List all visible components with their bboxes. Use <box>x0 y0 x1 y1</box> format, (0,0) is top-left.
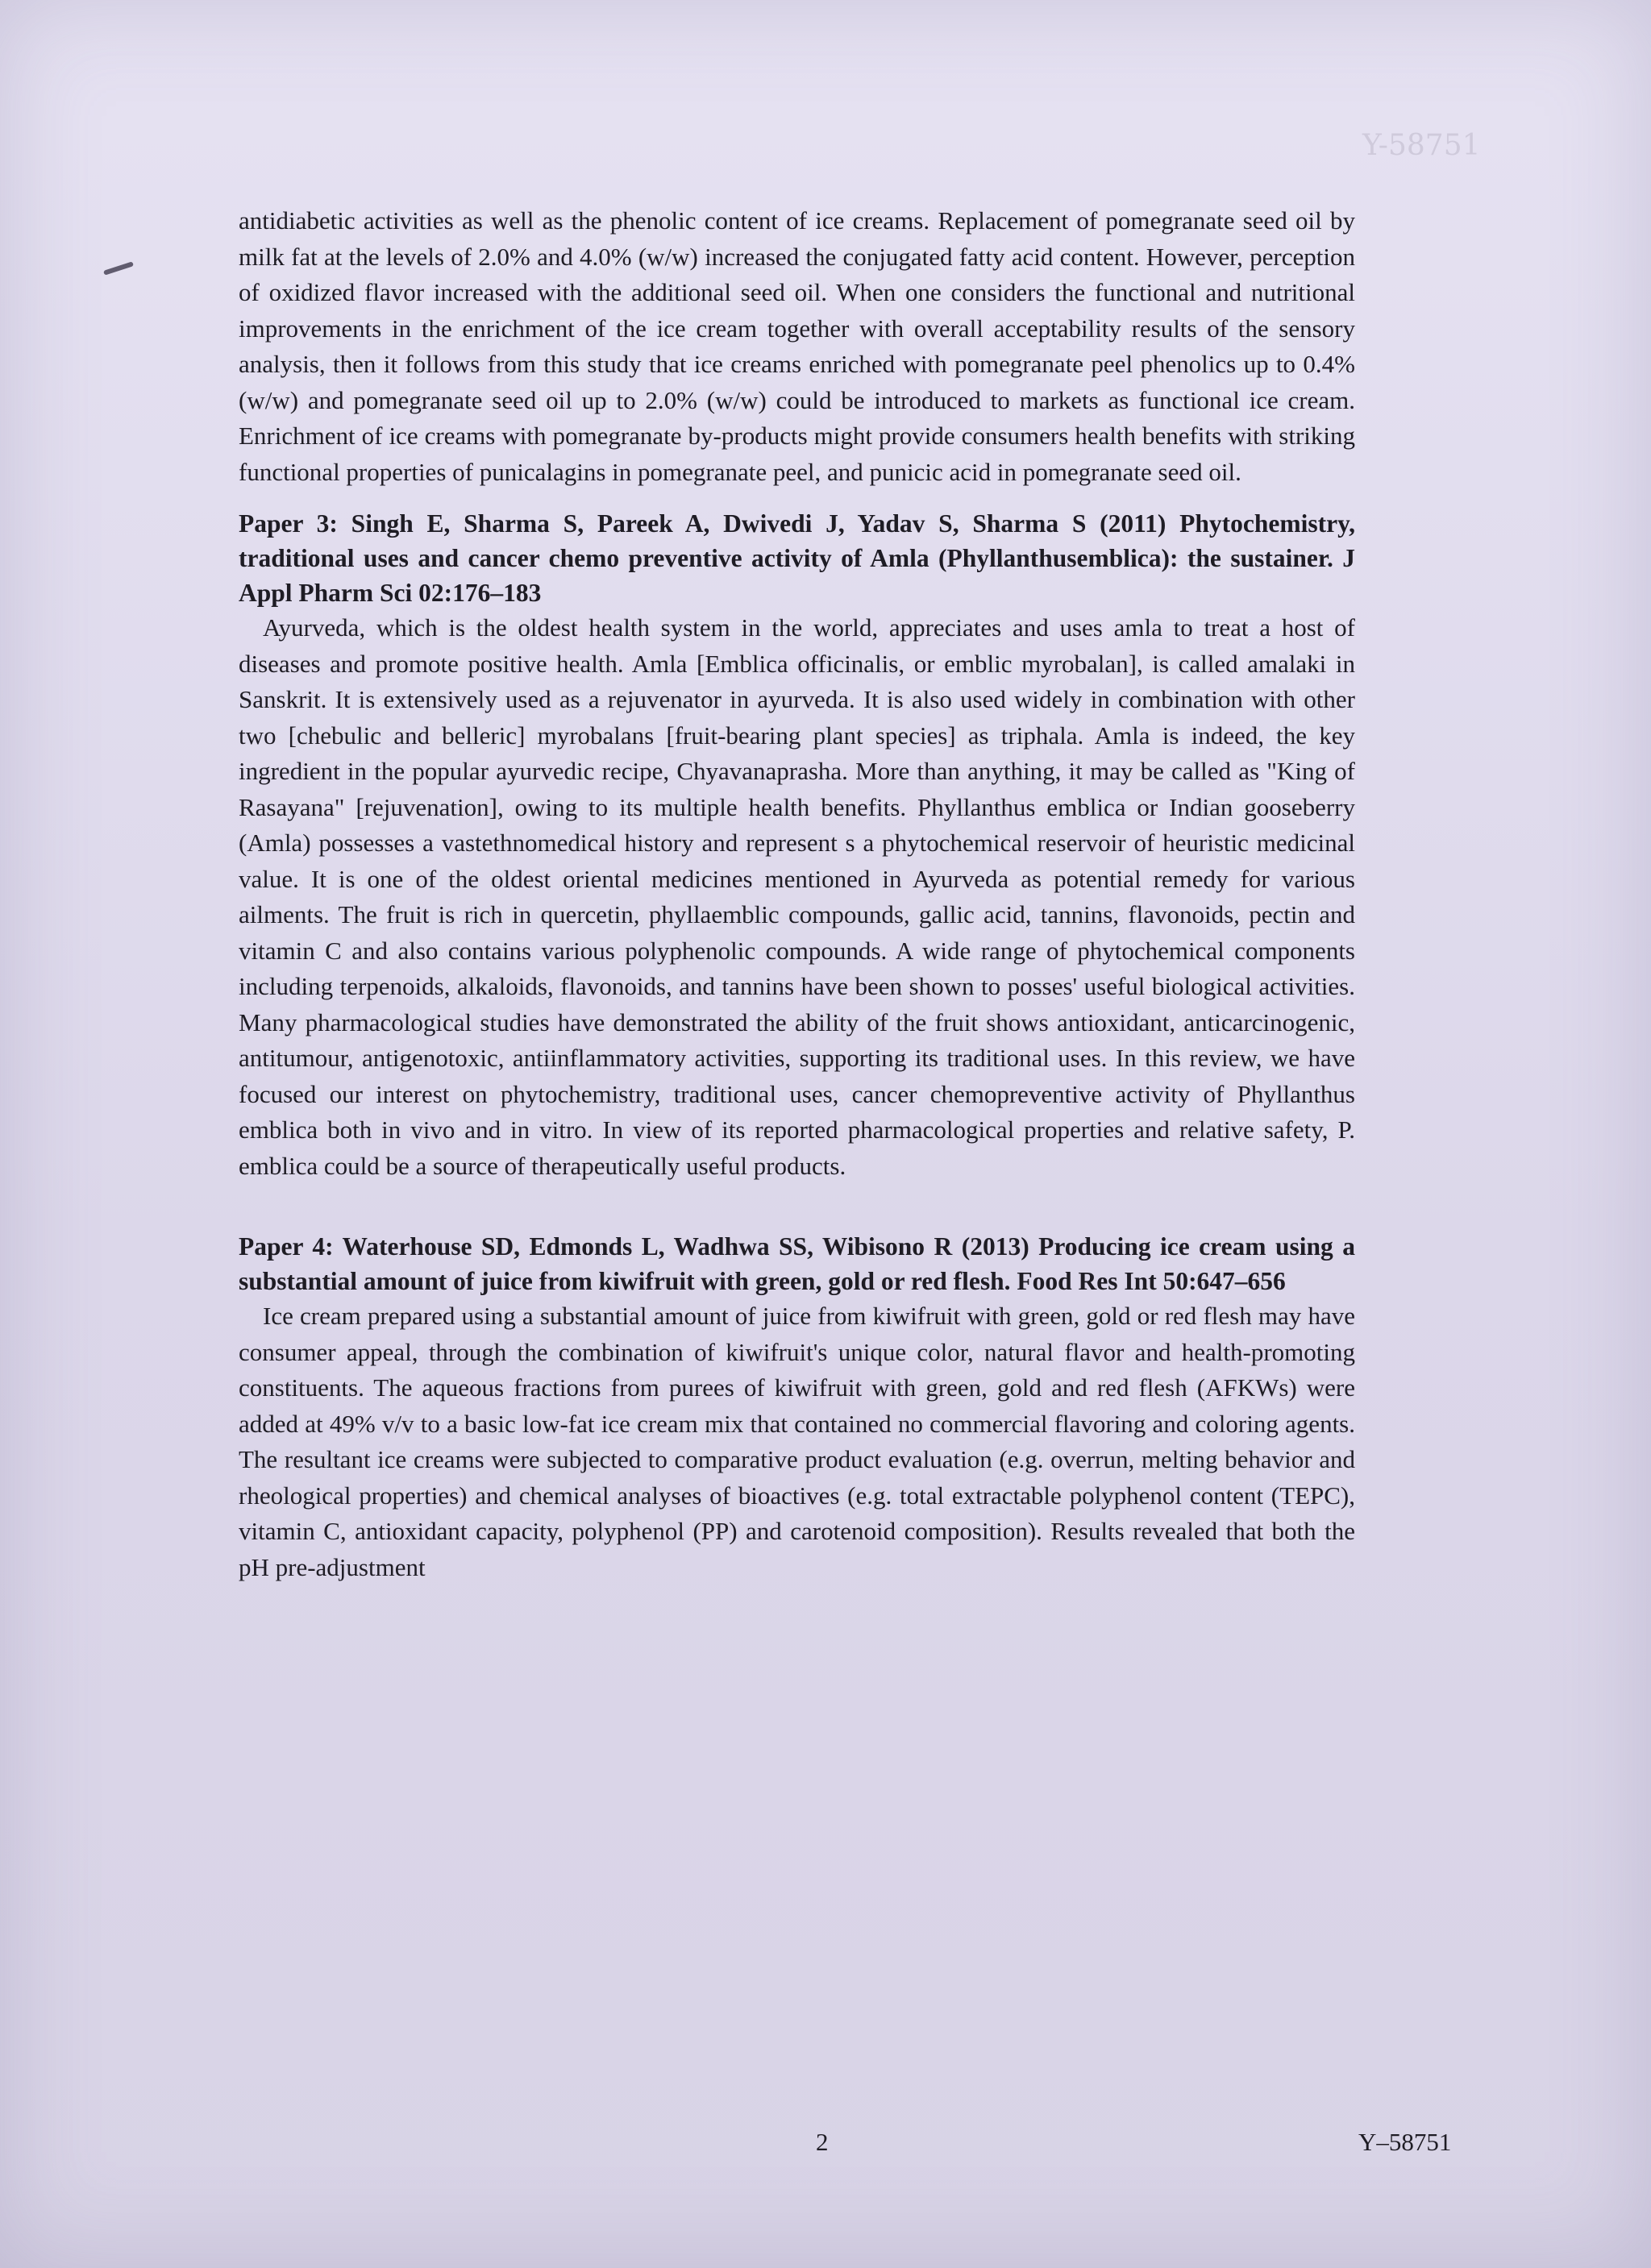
page-number: 2 <box>816 2128 829 2156</box>
paper-4-section <box>239 1229 1355 1585</box>
show-through-header: Y-58751 <box>1362 129 1481 162</box>
paper-3-heading: Paper 3: Singh E, Sharma S, Pareek A, Dwivedi J, Yadav S, Sharma S (2011) Phytochemistry, traditional uses and cancer chemo preventive activity of Amla (Phyllanthusemblica): the sustainer. J Appl Pharm Sci 02:176–183 <box>239 509 1355 607</box>
document-code: Y–58751 <box>1358 2128 1452 2156</box>
intro-paragraph: antidiabetic activities as well as the phenolic content of ice creams. Replacement of pomegranate seed oil by milk fat at the levels of 2.0% and 4.0% (w/w) increased the conjugated fatty acid content. However, perception of oxidized flavor increased with the additional seed oil. When one considers the functional and nutritional improvements in the enrichment of the ice cream together with overall acceptability results of the sensory analysis, then it follows from this study that ice creams enriched with pomegranate peel phenolics up to 0.4% (w/w) and pomegranate seed oil up to 2.0% (w/w) could be introduced to markets as functional ice cream. Enrichment of ice creams with pomegranate by-products might provide consumers health benefits with striking functional properties of punicalagins in pomegranate peel, and punicic acid in pomegranate seed oil. <box>239 206 1355 486</box>
paper-4-abstract: Ice cream prepared using a substantial amount of juice from kiwifruit with green, gold or red flesh may have consumer appeal, through the combination of kiwifruit's unique color, natural flavor and health-promoting constituents. The aqueous fractions from purees of kiwifruit with green, gold and red flesh (AFKWs) were added at 49% v/v to a basic low-fat ice cream mix that contained no commercial flavoring and coloring agents. The resultant ice creams were subjected to comparative product evaluation (e.g. overrun, melting behavior and rheological properties) and chemical analyses of bioactives (e.g. total extractable polyphenol content (TEPC), vitamin C, antioxidant capacity, polyphenol (PP) and carotenoid composition). Results revealed that both the pH pre-adjustment <box>239 1302 1355 1581</box>
paper-3-section <box>239 506 1355 1184</box>
paper-3-abstract: Ayurveda, which is the oldest health system in the world, appreciates and uses amla to treat a host of diseases and promote positive health. Amla [Emblica officinalis, or emblic myrobalan], is called amalaki in Sanskrit. It is extensively used as a rejuvenator in ayurveda. It is also used widely in combination with other two [chebulic and belleric] myrobalans [fruit-bearing plant species] as triphala. Amla is indeed, the key ingredient in the popular ayurvedic recipe, Chyavanaprasha. More than anything, it may be called as "King of Rasayana" [rejuvenation], owing to its multiple health benefits. Phyllanthus emblica or Indian gooseberry (Amla) possesses a vastethnomedical history and represent s a phytochemical reservoir of heuristic medicinal value. It is one of the oldest oriental medicines mentioned in Ayurveda as potential remedy for various ailments. The fruit is rich in quercetin, phyllaemblic compounds, gallic acid, tannins, flavonoids, pectin and vitamin C and also contains various polyphenolic compounds. A wide range of phytochemical components including terpenoids, alkaloids, flavonoids, and tannins have been shown to posses' useful biological activities. Many pharmacological studies have demonstrated the ability of the fruit shows antioxidant, anticarcinogenic, antitumour, antigenotoxic, antiinflammatory activities, supporting its traditional uses. In this review, we have focused our interest on phytochemistry, traditional uses, cancer chemopreventive activity of Phyllanthus emblica both in vivo and in vitro. In view of its reported pharmacological properties and relative safety, P. emblica could be a source of therapeutically useful products. <box>239 613 1355 1180</box>
pen-mark <box>103 261 134 275</box>
page-body <box>239 203 1355 1585</box>
paper-4-heading: Paper 4: Waterhouse SD, Edmonds L, Wadhwa SS, Wibisono R (2013) Producing ice cream using a substantial amount of juice from kiwifruit with green, gold or red flesh. Food Res Int 50:647–656 <box>239 1232 1355 1295</box>
